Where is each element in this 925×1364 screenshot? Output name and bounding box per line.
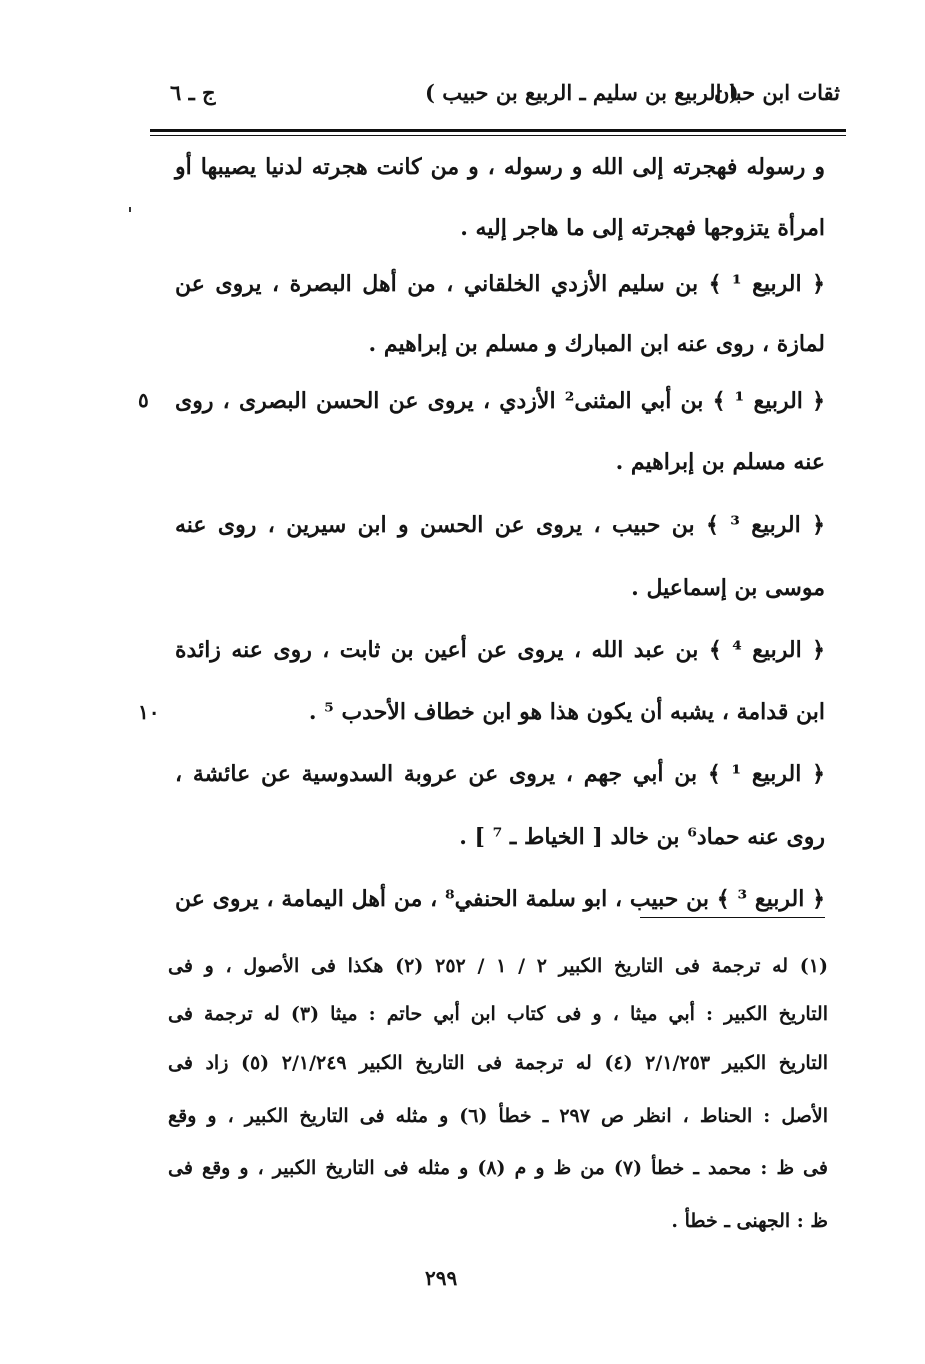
footnote-line: ظ : الجهنى ـ خطأ . — [671, 1210, 828, 1232]
text-line: ﴿ الربيع ³ ﴾ بن حبيب ، يروى عن الحسن و ابن سيرين ، روى عنه — [175, 512, 825, 538]
text-line: امرأة يتزوجها فهجرته إلى ما هاجر إليه . — [460, 215, 825, 241]
text-line: روى عنه حماد⁶ بن خالد [ الخياط ـ ⁷ ] . — [459, 824, 825, 850]
text-line: ﴿ الربيع ¹ ﴾ بن أبي جهم ، يروى عن عروبة السدوسية عن عائشة ، — [175, 761, 826, 787]
footnote-line: التاريخ الكبير ٢/١/٢٥٣ (٤) له ترجمة فى التاريخ الكبير ٢/١/٢٤٩ (٥) زاد فى — [168, 1052, 829, 1074]
text-line: لمازة ، روى عنه ابن المبارك و مسلم بن إبراهيم . — [368, 331, 825, 357]
text-line: ﴿ الربيع ³ ﴾ بن حبيب ، ابو سلمة الحنفي⁸ ، من أهل اليمامة ، يروى عن — [175, 886, 825, 912]
text-line: عنه مسلم بن إبراهيم . — [615, 449, 825, 475]
section-title: ( الربيع بن سليم ـ الربيع بن حبيب ) — [425, 80, 739, 105]
header-rule — [150, 129, 846, 132]
margin-line-number: ١٠ — [138, 700, 160, 724]
footnote-line: فى ظ : محمد ـ خطأ (٧) من ظ و م (٨) و مثله فى التاريخ الكبير ، و وقع فى — [168, 1157, 828, 1179]
scan-speck — [129, 207, 131, 212]
footnote-line: (١) له ترجمة فى التاريخ الكبير ٢ / ١ / ٢٥٢ (٢) هكذا فى الأصول ، و فى — [168, 955, 829, 977]
book-title: ثقات ابن حبان — [713, 80, 840, 105]
text-line: و رسوله فهجرته إلى الله و رسوله ، و من كانت هجرته لدنيا يصيبها أو — [175, 154, 825, 180]
margin-line-number: ٥ — [138, 388, 149, 412]
footnote-line: التاريخ الكبير : أبي ميثا ، و فى كتاب ابن أبي حاتم : ميثا (٣) له ترجمة فى — [168, 1003, 828, 1025]
text-line: ابن قدامة ، يشبه أن يكون هذا هو ابن خطاف الأحدب ⁵ . — [308, 699, 825, 725]
volume-label: ج ـ ٦ — [170, 80, 216, 105]
running-header — [150, 80, 845, 120]
header-rule-thin — [150, 135, 846, 136]
text-line: ﴿ الربيع ¹ ﴾ بن سليم الأزدي الخلقاني ، من أهل البصرة ، يروى عن — [175, 271, 826, 297]
text-line: موسى بن إسماعيل . — [631, 575, 825, 601]
page-number: ٢٩٩ — [425, 1266, 458, 1290]
footnote-line: الأصل : الحناط ، انظر ص ٢٩٧ ـ خطأ (٦) و مثله فى التاريخ الكبير ، و وقع — [168, 1105, 828, 1127]
text-line: ﴿ الربيع ¹ ﴾ بن أبي المثنى² الأزدي ، يروى عن الحسن البصرى ، روى — [175, 388, 825, 414]
text-line: ﴿ الربيع ⁴ ﴾ بن عبد الله ، يروى عن أعين بن ثابت ، روى عنه زائدة — [175, 637, 826, 663]
footnote-rule — [640, 917, 825, 918]
